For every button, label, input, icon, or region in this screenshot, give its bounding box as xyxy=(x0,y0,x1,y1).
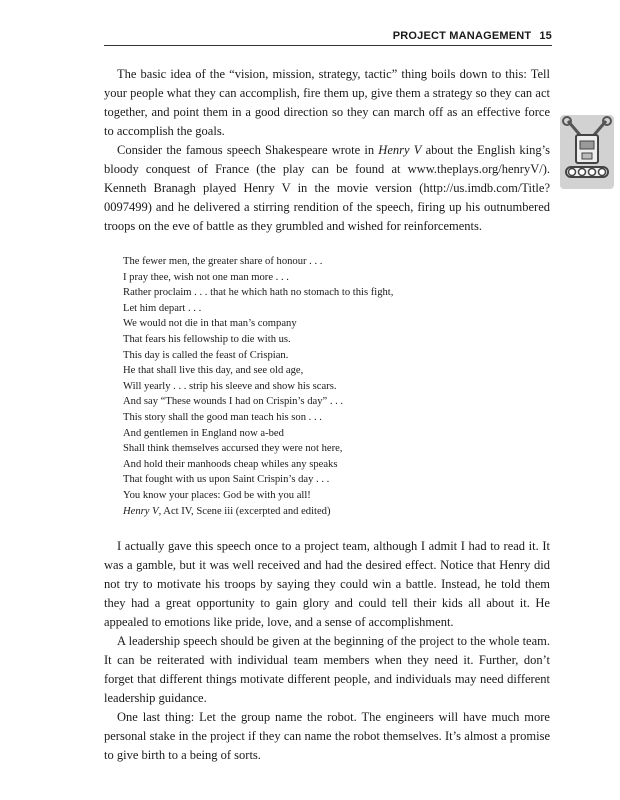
block-quote xyxy=(123,254,550,519)
paragraph-4: A leadership speech should be given at the beginning of the project to the whole team. It can be reiterated with individual team members when they need it. Further, don’t forget that different things motivate different people, and individuals may need different leadership guidance. xyxy=(104,634,550,706)
quote-line: You know your places: God be with you all! xyxy=(123,489,311,501)
paragraph-3: I actually gave this speech once to a project team, although I admit I had to read it. It was a gamble, but it was well received and had the desired effect. Notice that Henry did not try to motivate his troops by saying they could win a battle. Instead, he told them they had a great opportunity to gain glory and could tell their kids all about it. He appealed to emotions like pride, love, and a sense of accomplishment. xyxy=(104,539,550,630)
paragraph-2: Consider the famous speech Shakespeare wrote in Henry V about the English king’s bloody conquest of France (the play can be found at www.theplays.org/henryV/). Kenneth Branagh played Henry V in the movie version (http://us.imdb.com/Title?0097499) and he delivered a stirring rendition of the speech, firing up his outnumbered troops on the eve of battle as they grumbled and wished for reinforcements. xyxy=(104,143,550,233)
citation-detail: , Act IV, Scene iii (excerpted and edited) xyxy=(158,505,331,517)
quote-line: Let him depart . . . xyxy=(123,302,202,314)
quote-line: That fought with us upon Saint Crispin’s day . . . xyxy=(123,474,330,486)
running-header xyxy=(104,30,552,46)
quote-citation xyxy=(123,504,550,520)
paragraph-5: One last thing: Let the group name the robot. The engineers will have much more personal stake in the project if they can name the robot themselves. It’s almost a promise to give birth to a being of sorts. xyxy=(104,710,550,763)
page-number: 15 xyxy=(539,30,552,42)
quote-line: The fewer men, the greater share of honour . . . xyxy=(123,256,323,267)
quote-line: And say “These wounds I had on Crispin’s day” . . . xyxy=(123,396,344,408)
body-text xyxy=(104,65,550,765)
quote-line: He that shall live this day, and see old age, xyxy=(123,365,304,377)
quote-line: Rather proclaim . . . that he which hath no stomach to this fight, xyxy=(123,287,394,299)
quote-line: Will yearly . . . strip his sleeve and show his scars. xyxy=(123,380,337,392)
header-title: PROJECT MANAGEMENT xyxy=(392,30,532,42)
robot-icon xyxy=(558,113,616,191)
quote-line: And hold their manhoods cheap whiles any speaks xyxy=(123,458,338,470)
paragraph-1: The basic idea of the “vision, mission, strategy, tactic” thing boils down to this: Tell your people what they can accomplish, fire them up, give them a strategy so they can act together, and point them in a good direction so they can march off as an effective force to accomplish the goals. xyxy=(104,67,550,138)
quote-line: And gentlemen in England now a-bed xyxy=(123,427,284,439)
quote-line: We would not die in that man’s company xyxy=(123,318,297,330)
play-title: Henry V xyxy=(378,143,422,157)
quote-line: This story shall the good man teach his son . . . xyxy=(123,411,322,423)
quote-line: I pray thee, wish not one man more . . . xyxy=(123,271,289,283)
quote-line: This day is called the feast of Crispian. xyxy=(123,349,289,361)
quote-line: That fears his fellowship to die with us. xyxy=(123,333,291,345)
quote-line: Shall think themselves accursed they were not here, xyxy=(123,443,343,455)
citation-title: Henry V xyxy=(123,505,159,517)
